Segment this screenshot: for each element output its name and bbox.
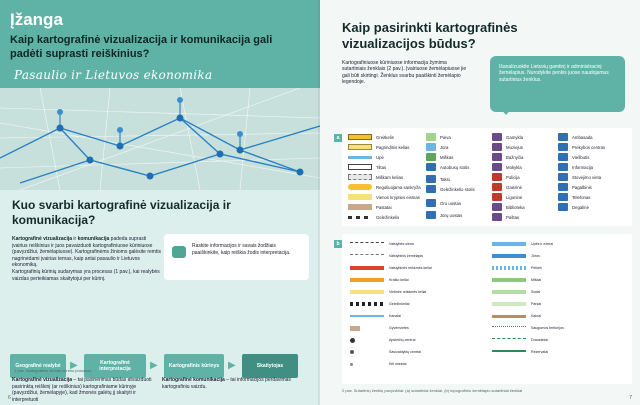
orchard-symbol — [492, 290, 526, 294]
national-road-symbol — [350, 266, 384, 270]
train-station-icon — [426, 185, 436, 193]
legend-item — [492, 182, 522, 192]
definition-communication — [162, 377, 302, 390]
legend-label: Bažnyčia — [506, 154, 524, 160]
legend-label: Reguliuojama sankryža — [376, 184, 421, 190]
legend-item — [558, 162, 593, 172]
canal-symbol — [350, 315, 384, 317]
map-edge-symbol — [350, 254, 384, 258]
hill-symbol — [492, 315, 526, 318]
church-icon — [492, 153, 502, 161]
legend-item — [492, 300, 541, 308]
legend-label: Kalnai — [531, 314, 541, 318]
bubble-tail — [500, 108, 512, 115]
legend-item — [558, 142, 605, 152]
legend-label: Pastatai — [376, 204, 392, 210]
legend-label: Stovėjimo vieta — [572, 174, 602, 180]
legend-label: Rezervatai — [531, 350, 549, 354]
term-visualization: Kartografinė vizualizacija — [12, 236, 73, 242]
legend-item — [348, 132, 394, 142]
paragraph-process: Kartografinių kūrinių sudarymas yra procesas (1 pav.), kai realybės vaizdas perteikiamas skaitytojui per kūrinį. — [12, 268, 160, 282]
main-road-symbol — [348, 144, 372, 150]
shopping-icon — [558, 143, 568, 151]
legend-label: Upė — [376, 154, 384, 160]
hospital-icon — [492, 193, 502, 201]
topic-subtitle: Pasaulio ir Lietuvos ekonomika — [14, 68, 213, 82]
railway-symbol — [348, 216, 372, 219]
legend-item — [350, 312, 401, 320]
legend-panel-a — [336, 128, 632, 226]
legend-label: Greitkelis — [376, 134, 394, 140]
legend-item — [348, 152, 384, 162]
legend-item — [426, 210, 462, 220]
legend-item — [426, 162, 469, 172]
legend-label: Viešbutis — [572, 154, 590, 160]
legend-label: Prekybos centras — [572, 144, 606, 150]
taxi-icon — [426, 175, 436, 183]
flow-step-work: Kartografinis kūrinys — [164, 354, 224, 378]
legend-label: Pagrindinis kelias — [376, 144, 410, 150]
info-icon — [558, 163, 568, 171]
legend-label: Valstybinės reikšmės keliai — [389, 266, 432, 270]
park-symbol — [492, 302, 526, 306]
legend-label: Taksi — [440, 176, 450, 182]
legend-panel-b — [336, 234, 632, 384]
airport-icon — [426, 199, 436, 207]
legend-label: Miškai — [531, 278, 542, 282]
legend-item — [348, 172, 403, 182]
legend-label: Jūrų uostas — [440, 212, 463, 218]
legend-label: Tiltas — [376, 164, 387, 170]
sea-symbol — [492, 254, 526, 258]
definition-term: Kartografinė vizualizacija — [12, 377, 73, 383]
school-icon — [492, 163, 502, 171]
legend-item — [492, 312, 541, 320]
hotel-icon — [558, 153, 568, 161]
fire-station-icon — [492, 183, 502, 191]
legend-label: Telefonas — [572, 194, 591, 200]
legend-label: Pieva — [440, 134, 451, 140]
task-callout — [164, 234, 309, 280]
legend-item — [492, 212, 519, 222]
meadow-icon — [426, 133, 436, 141]
definition-term: Kartografinė komunikacija — [162, 377, 225, 383]
town-symbol — [350, 363, 353, 366]
regional-road-symbol — [350, 278, 384, 282]
legend-item — [492, 252, 540, 260]
term-communication: komunikacija — [77, 236, 110, 242]
parking-icon — [558, 173, 568, 181]
legend-label: Gyvenvietės — [389, 326, 409, 330]
legend-item — [350, 240, 414, 248]
legend-label: Savivaldybių centrai — [389, 350, 421, 354]
legend-label: Kanalai — [389, 314, 401, 318]
legend-label: Upės ir ežerai — [531, 242, 554, 246]
legend-item — [426, 142, 448, 152]
flow-step-interpretation: Kartografinė interpretacija — [84, 354, 146, 378]
section-heading: Kaip pasirinkti kartografinės vizualizacijos būdus? — [342, 20, 518, 51]
legend-item — [426, 198, 461, 208]
legend-label: Kiti miestai — [389, 362, 407, 366]
legend-label: Parkai — [531, 302, 542, 306]
network-map-illustration — [0, 88, 320, 190]
legend-label: Oro uostas — [440, 200, 462, 206]
definition-text: – tai pasinėrimas būdas atvaizduoti pasirinktą reiškinį (ar reiškinius) kartografiniame kūrinyje (pavyzdžiui, žemėlapyje), kad žmonės galėtų jį skaityti ir interpretuoti — [12, 377, 152, 403]
lakes-symbol — [492, 242, 526, 246]
protected-area-symbol — [492, 326, 526, 330]
legend-item — [558, 152, 589, 162]
buildings-symbol — [348, 204, 372, 210]
legend-label: Draustiniai — [531, 338, 548, 342]
legend-item — [348, 212, 399, 222]
legend-item — [348, 162, 386, 172]
legend-label: Pagalbinis — [572, 184, 592, 190]
map-network-graphic — [0, 88, 320, 190]
legend-item — [558, 202, 589, 212]
tip-text: Išanalizuokite Lietuvių gamtinį ir administracinį žemėlapius. Nurodykite penkis juose naudojamus sutartinius ženklus. — [499, 64, 609, 83]
factory-icon — [492, 133, 502, 141]
legend-label: Gaisrinė — [506, 184, 523, 190]
legend-item — [348, 142, 409, 152]
flow-step-reality: Geografinė realybė — [10, 354, 66, 378]
conjunction: ir — [72, 236, 78, 242]
legend-item — [492, 202, 525, 212]
legend-label: Degalinė — [572, 204, 589, 210]
legend-label: Valstybinis žemėlapis — [389, 254, 424, 258]
embassy-icon — [558, 133, 568, 141]
legend-item — [558, 172, 601, 182]
legend-item — [350, 348, 421, 356]
legend-label: Krašto keliai — [389, 278, 409, 282]
legend-label: Vietinės reikšmės keliai — [389, 290, 427, 294]
legend-item — [492, 336, 548, 344]
legend-item — [492, 264, 542, 272]
definition-visualization — [12, 377, 152, 403]
legend-label: Sodai — [531, 290, 541, 294]
legend-label: Geležinkelis — [376, 214, 400, 220]
arrow-right-icon: ▶ — [70, 360, 78, 371]
bus-station-icon — [426, 163, 436, 171]
legend-label: Ligoninė — [506, 194, 523, 200]
nature-reserve-symbol — [492, 350, 526, 354]
legend-item — [426, 152, 453, 162]
legend-item — [350, 288, 426, 296]
legend-item — [350, 276, 409, 284]
arrow-right-icon: ▶ — [150, 360, 158, 371]
legend-item — [350, 300, 409, 308]
fuel-icon — [558, 203, 568, 211]
arrow-right-icon: ▶ — [228, 360, 236, 371]
local-road-symbol — [350, 290, 384, 294]
page-number-left: 6 — [8, 395, 11, 401]
legend-item — [558, 182, 592, 192]
border-symbol — [350, 242, 384, 246]
legend-tag: b — [334, 240, 342, 248]
legend-item — [348, 192, 420, 202]
post-office-icon — [492, 213, 502, 221]
legend-label: Jūra — [440, 144, 449, 150]
legend-item — [492, 276, 541, 284]
page-title: Įžanga — [10, 10, 63, 29]
legend-label: Informacija — [572, 164, 594, 170]
right-page — [320, 0, 640, 405]
intro-question: Kaip kartografinė vizualizacija ir komunikacija gali padėti suprasti reiškinius? — [10, 34, 273, 60]
forest-icon — [426, 153, 436, 161]
legend-item — [492, 162, 522, 172]
legend-item — [558, 132, 593, 142]
county-center-symbol — [350, 338, 355, 343]
legend-item — [492, 288, 540, 296]
phone-icon — [558, 193, 568, 201]
legend-item — [350, 324, 409, 332]
legend-item — [348, 202, 392, 212]
speech-bubble-icon — [172, 246, 186, 258]
section-heading: Kuo svarbi kartografinė vizualizacija ir komunikacija? — [12, 198, 231, 227]
symbols-paragraph: Kartografiniuose kūriniuose informacija žymima sutartiniais ženklais (2 pav.). Įvairiuose žemėlapiuose jie gali būti skirtingi. Ženklus svarbu paaiškinti žemėlapio legendoje. — [342, 60, 467, 86]
section-importance — [0, 190, 320, 405]
library-icon — [492, 203, 502, 211]
flow-step-reader: Skaitytojas — [242, 354, 298, 378]
legend-label: Biblioteka — [506, 204, 525, 210]
legend-label: Policija — [506, 174, 520, 180]
legend-item — [492, 192, 522, 202]
legend-label: Saugomos teritorijos — [531, 326, 564, 330]
legend-item — [350, 264, 432, 272]
forest-road-symbol — [348, 174, 372, 180]
legend-item — [350, 360, 406, 368]
legend-item — [426, 174, 450, 184]
legend-label: Jūros — [531, 254, 540, 258]
legend-label: Vienos krypties eismas — [376, 194, 420, 200]
legend-label: Paštas — [506, 214, 520, 220]
paragraph-body: padeda suprasti įvairius reiškinius ir juos pavaizduoti kartografiniuose kūriniuose (pavyzdžiui, žemėlapiuose). Kartografinėms žinioms galėsite remtis nagrinėdami įvairias temas, kaip antai pasaulio ir Lietuvos ekonomiką. — [12, 236, 161, 269]
task-tip-bubble — [490, 56, 625, 112]
swamp-symbol — [492, 266, 526, 270]
forest-symbol — [492, 278, 526, 282]
legend-label: Geležinkeliai — [389, 302, 410, 306]
legend-label: Miškas — [440, 154, 454, 160]
police-icon — [492, 173, 502, 181]
seaport-icon — [426, 211, 436, 219]
definition-text: – tai informacijos perdavimas kartografiniu vaizdu. — [162, 377, 291, 390]
intro-paragraph — [12, 236, 162, 282]
legend-label: Miškam kelias — [376, 174, 403, 180]
page-number-right: 7 — [629, 395, 632, 401]
figure-caption: 1 pav. Kartografinis kūrinio kūrimo procesas — [14, 368, 92, 373]
legend-label: Geležinkelio stotis — [440, 186, 475, 192]
bridge-symbol — [348, 164, 372, 170]
help-icon — [558, 183, 568, 191]
legend-label: Mokykla — [506, 164, 522, 170]
legend-item — [558, 192, 590, 202]
legend-item — [492, 132, 523, 142]
legend-label: Pelkės — [531, 266, 542, 270]
legend-item — [492, 142, 523, 152]
railway-symbol — [350, 302, 384, 306]
highway-symbol — [348, 134, 372, 140]
one-way-symbol — [348, 194, 372, 200]
legend-item — [492, 152, 523, 162]
roundabout-symbol — [348, 184, 372, 190]
legend-label: Valstybės siena — [389, 242, 414, 246]
legend-item — [348, 182, 421, 192]
legend-item — [492, 324, 564, 332]
legend-item — [492, 240, 553, 248]
legend-label: Gamykla — [506, 134, 523, 140]
legend-label: Muziejus — [506, 144, 523, 150]
legend-item — [350, 252, 423, 260]
figure-caption: 2 pav. Sutartinių ženklų pavyzdžiai: (a) sutartiniai ženklai, (b) topografinio žemėlapio sutartiniai ženklai — [342, 388, 523, 393]
hero-banner — [0, 0, 320, 190]
legend-item — [426, 184, 475, 194]
museum-icon — [492, 143, 502, 151]
municipal-center-symbol — [350, 350, 354, 354]
sea-icon — [426, 143, 436, 151]
legend-item — [350, 336, 415, 344]
legend-label: Autobusų stotis — [440, 164, 470, 170]
reserve-symbol — [492, 338, 526, 342]
legend-item — [492, 348, 548, 356]
legend-item — [492, 172, 520, 182]
legend-item — [426, 132, 451, 142]
river-symbol — [348, 156, 372, 159]
callout-text: Raskite informacijos ir savais žodžiais paaiškinkite, kaip reiškia žodis interpretacija. — [192, 243, 291, 256]
legend-label: Ambasada — [572, 134, 593, 140]
settlement-symbol — [350, 326, 360, 331]
legend-label: Apskričių centrai — [389, 338, 416, 342]
legend-tag: a — [334, 134, 342, 142]
